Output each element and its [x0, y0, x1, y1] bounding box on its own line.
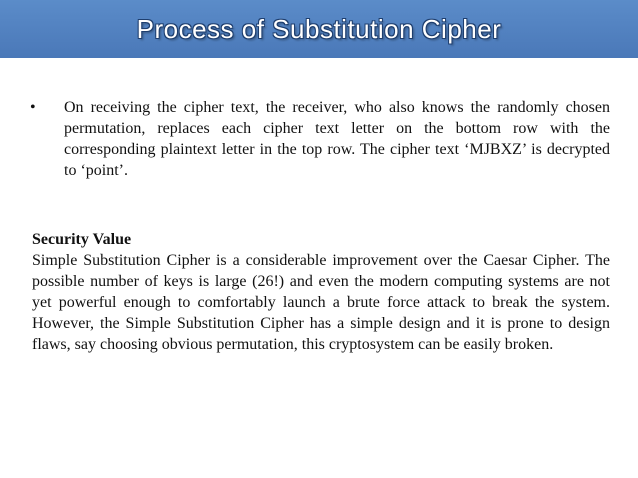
- security-heading: Security Value: [32, 231, 132, 248]
- title-bar: [0, 0, 638, 58]
- slide-title: Process of Substitution Cipher: [136, 13, 502, 44]
- bullet-marker: •: [30, 99, 36, 116]
- security-body: Simple Substitution Cipher is a considerable improvement over the Caesar Cipher. The possible number of keys is large (26!) and even the modern computing systems are not yet powerful enough to comfortably launch a brute force attack to break the system. However, the Simple Substitution Cipher has a simple design and it is prone to design flaws, say choosing obvious permutation, this cryptosystem can be easily broken.: [32, 252, 610, 353]
- bullet-item: [30, 97, 610, 181]
- security-section: [32, 229, 610, 355]
- bullet-text: On receiving the cipher text, the receiver, who also knows the randomly chosen permutation, replaces each cipher text letter on the bottom row with the corresponding plaintext letter in the top row. The cipher text ‘MJBXZ’ is decrypted to ‘point’.: [64, 99, 610, 179]
